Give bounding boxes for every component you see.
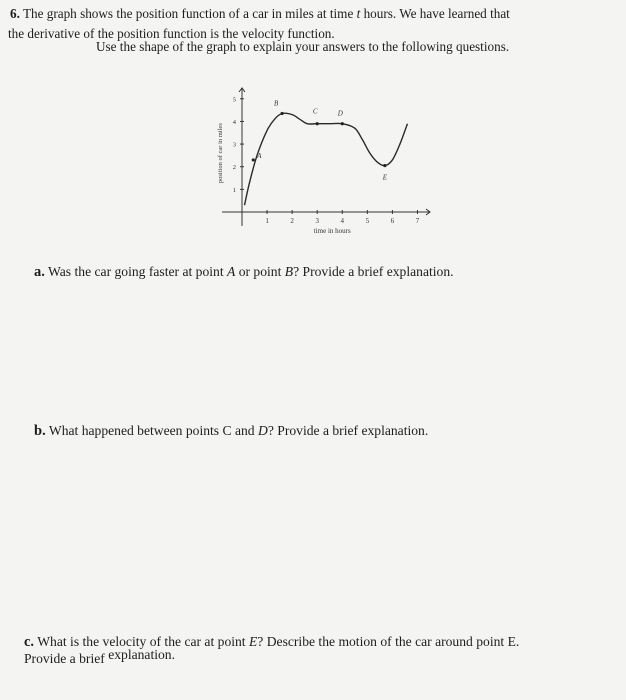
problem-intro-line-1 <box>10 6 510 22</box>
point-d-marker <box>341 122 344 125</box>
intro-text-a: The graph shows the position function of a car in miles at time <box>22 6 357 21</box>
question-c-text-1: What is the velocity of the car at point <box>37 634 249 649</box>
question-b-point-d: D <box>258 423 268 438</box>
question-a <box>34 264 454 281</box>
question-c-line2-b: explanation. <box>108 647 176 662</box>
question-b-letter: b. <box>34 423 46 439</box>
point-b-label: B <box>273 99 279 108</box>
intro-variable-t: t <box>356 6 361 21</box>
graph-points <box>252 100 388 182</box>
point-a-label: A <box>257 151 262 160</box>
x-tick-label: 1 <box>265 217 269 225</box>
question-c-text-2: ? Describe the motion of the car around point E. <box>257 634 520 649</box>
y-axis-label: position of car in miles <box>217 123 224 184</box>
problem-intro-line-3: Use the shape of the graph to explain your answers to the following questions. <box>96 39 510 54</box>
y-tick-label: 2 <box>232 164 236 172</box>
question-c-point-e: E <box>248 634 258 649</box>
question-a-text-2: or point <box>235 264 285 279</box>
problem-number: 6. <box>10 6 20 21</box>
point-a-marker <box>252 158 255 161</box>
point-e-marker <box>383 164 386 167</box>
point-b-marker <box>281 112 284 115</box>
question-a-point-a: A <box>227 264 236 279</box>
question-c-letter: c. <box>24 634 35 650</box>
question-a-point-b: B <box>284 264 294 279</box>
point-d-label: D <box>337 109 343 118</box>
question-a-letter: a. <box>34 264 45 280</box>
x-tick-label: 3 <box>315 217 319 225</box>
point-c-label: C <box>312 107 318 116</box>
y-tick-label: 5 <box>232 96 236 104</box>
position-graph <box>190 84 440 244</box>
x-tick-label: 6 <box>390 217 395 225</box>
question-b-text-2: ? Provide a brief explanation. <box>267 423 429 438</box>
x-tick-label: 5 <box>365 217 370 225</box>
question-b-text-1: What happened between points C and <box>48 423 258 438</box>
x-axis-label: time in hours <box>313 227 351 235</box>
question-a-text-3: ? Provide a brief explanation. <box>293 264 454 279</box>
question-a-text-1: Was the car going faster at point <box>48 264 227 279</box>
problem-intro-line-2: the derivative of the position function is the velocity function. <box>8 26 335 41</box>
x-tick-label: 2 <box>290 217 294 225</box>
x-tick-label: 7 <box>415 217 420 225</box>
question-c-line-2 <box>24 647 176 667</box>
point-c-marker <box>316 122 319 125</box>
graph-axes <box>222 88 430 226</box>
y-tick-label: 4 <box>232 118 236 126</box>
y-tick-label: 3 <box>232 141 236 149</box>
position-curve <box>245 113 408 205</box>
y-tick-label: 1 <box>232 186 236 194</box>
x-tick-label: 4 <box>340 217 345 225</box>
question-c-line2-a: Provide a brief <box>24 651 109 666</box>
point-e-label: E <box>382 173 388 182</box>
intro-text-b: hours. We have learned that <box>360 6 510 21</box>
question-c <box>24 634 519 651</box>
question-b <box>34 423 428 440</box>
